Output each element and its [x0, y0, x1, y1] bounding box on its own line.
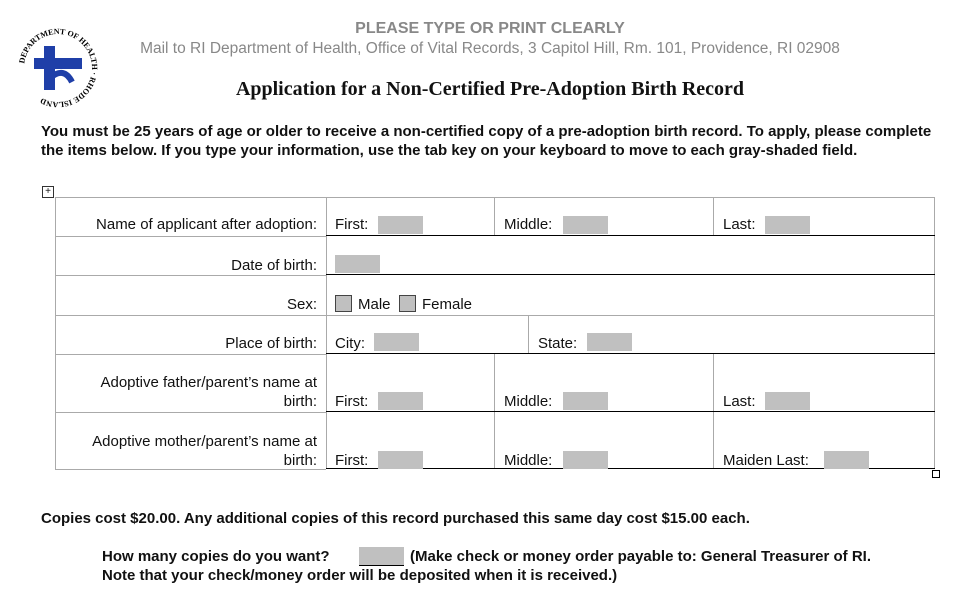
cost-text: Copies cost $20.00. Any additional copies of this record purchased this same day cost $15.00 each. [41, 510, 750, 527]
intro-text: You must be 25 years of age or older to receive a non-certified copy of a pre-adoption birth record. To apply, please complete the items below. If you type your information, use the tab key on your keyboard to move to each gray-shaded field. [41, 123, 932, 159]
table-resize-handle[interactable] [932, 470, 940, 478]
table-move-handle[interactable]: + [42, 186, 54, 198]
first-label: First: [335, 216, 369, 233]
mother-maiden-last-field[interactable] [824, 451, 869, 469]
payment-note: (Make check or money order payable to: General Treasurer of RI. [410, 548, 871, 565]
city-field[interactable] [374, 333, 419, 351]
page-title: Application for a Non-Certified Pre-Adoption Birth Record [235, 78, 745, 100]
last-label: Last: [723, 393, 756, 410]
applicant-last-field[interactable] [765, 216, 810, 234]
mother-name-label: Adoptive mother/parent’s name at [92, 433, 317, 450]
last-label: Last: [723, 216, 756, 233]
state-field[interactable] [587, 333, 632, 351]
header-instruction: PLEASE TYPE OR PRINT CLEARLY [355, 20, 625, 37]
father-first-field[interactable] [378, 392, 423, 410]
applicant-name-label: Name of applicant after adoption: [96, 216, 317, 233]
middle-label: Middle: [504, 393, 553, 410]
copies-field[interactable] [359, 547, 404, 566]
maiden-last-label: Maiden Last: [723, 452, 809, 469]
city-label: City: [335, 335, 365, 352]
father-last-field[interactable] [765, 392, 810, 410]
applicant-middle-field[interactable] [563, 216, 608, 234]
table-divider [494, 197, 495, 236]
dob-field[interactable] [335, 255, 380, 273]
middle-label: Middle: [504, 452, 553, 469]
female-label: Female [422, 296, 473, 313]
mailing-address: Mail to RI Department of Health, Office of Vital Records, 3 Capitol Hill, Rm. 101, Providence, RI 02908 [140, 40, 840, 57]
first-label: First: [335, 393, 369, 410]
male-checkbox[interactable] [335, 295, 352, 312]
sex-label: Sex: [286, 296, 317, 313]
father-name-label: Adoptive father/parent’s name at [100, 374, 317, 391]
deposit-note: Note that your check/money order will be deposited when it is received.) [102, 567, 618, 584]
table-divider [713, 197, 714, 236]
father-middle-field[interactable] [563, 392, 608, 410]
first-label: First: [335, 452, 369, 469]
mother-middle-field[interactable] [563, 451, 608, 469]
middle-label: Middle: [504, 216, 553, 233]
mother-first-field[interactable] [378, 451, 423, 469]
mother-name-label-cont: birth: [283, 452, 317, 469]
dob-label: Date of birth: [231, 257, 317, 274]
copies-question: How many copies do you want? [102, 548, 330, 565]
female-checkbox[interactable] [399, 295, 416, 312]
place-of-birth-label: Place of birth: [225, 335, 317, 352]
table-divider [528, 315, 529, 354]
table-border [934, 197, 935, 469]
table-divider [326, 197, 327, 469]
applicant-first-field[interactable] [378, 216, 423, 234]
father-name-label-cont: birth: [283, 393, 317, 410]
state-label: State: [538, 335, 578, 352]
male-label: Male [358, 296, 391, 313]
svg-text:DEPARTMENT OF HEALTH · RHODE I: DEPARTMENT OF HEALTH · RHODE ISLAND [17, 28, 100, 108]
table-border [55, 197, 935, 198]
table-border [55, 197, 56, 469]
